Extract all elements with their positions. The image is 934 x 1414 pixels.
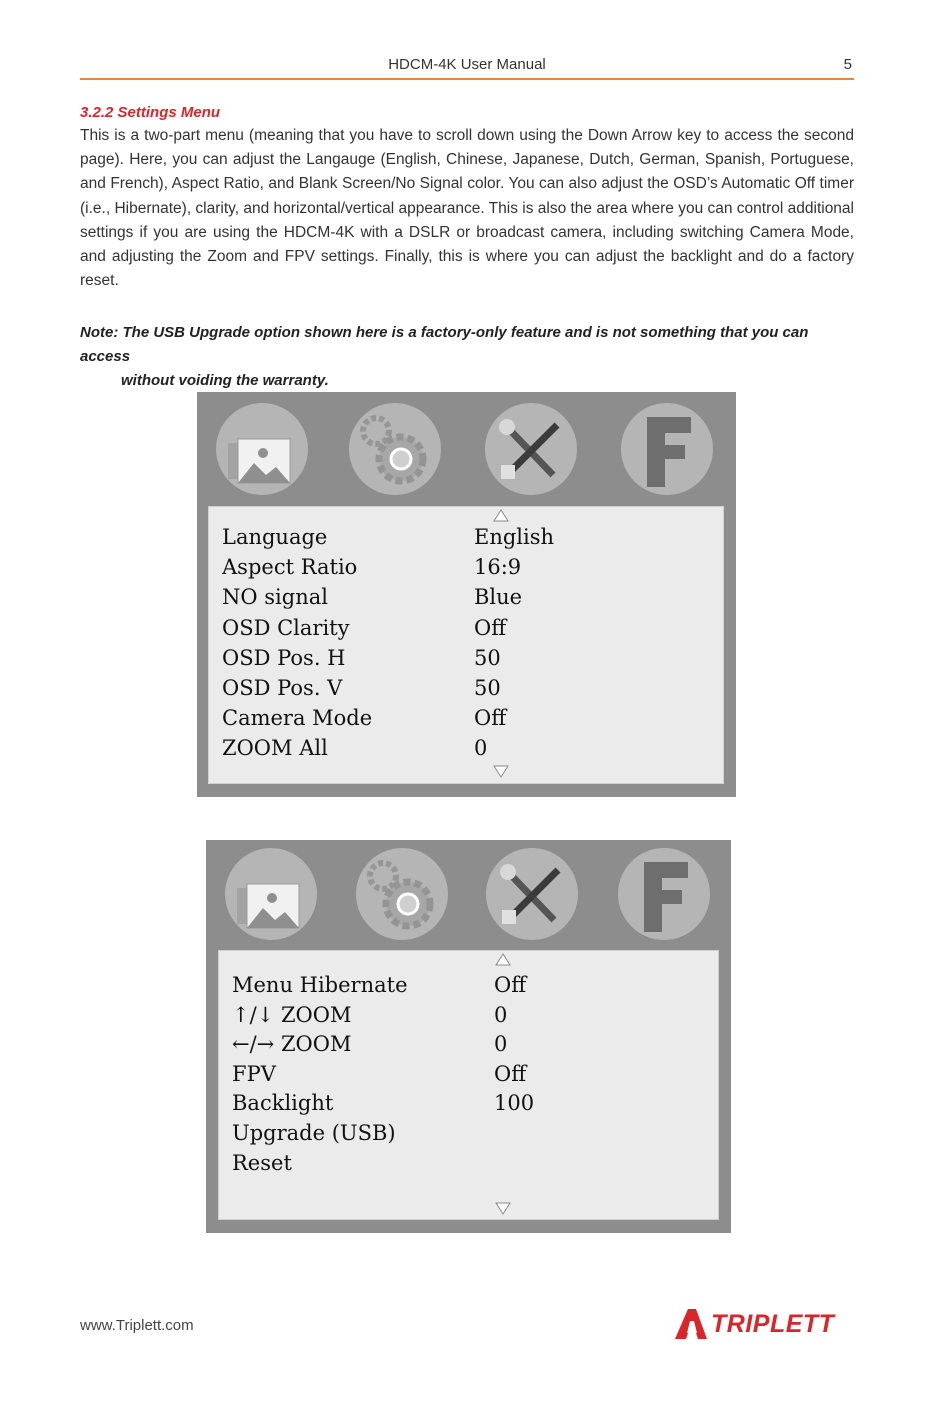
menu-row-label: ZOOM All bbox=[222, 736, 328, 761]
menu-row-value: 16:9 bbox=[474, 555, 522, 580]
menu-row-label: Reset bbox=[232, 1150, 292, 1175]
menu-row-value: 50 bbox=[474, 645, 501, 670]
menu-row-value: 100 bbox=[494, 1091, 535, 1116]
note-line-2: without voiding the warranty. bbox=[121, 372, 329, 389]
menu-row-label: NO signal bbox=[222, 585, 328, 610]
menu-row-label: ←/→ ZOOM bbox=[232, 1032, 352, 1057]
scroll-down-arrow-icon[interactable] bbox=[493, 765, 509, 778]
osd-menu-page-2 bbox=[206, 840, 731, 1233]
menu-row-label: Camera Mode bbox=[222, 706, 373, 731]
menu-row-value: Off bbox=[474, 615, 507, 640]
menu-row-label: Upgrade (USB) bbox=[232, 1121, 396, 1145]
menu-row-value: Blue bbox=[474, 585, 523, 610]
menu-row-label: OSD Pos. V bbox=[222, 676, 343, 700]
warranty-note bbox=[80, 321, 854, 393]
settings-gears-icon bbox=[349, 403, 441, 495]
header-rule bbox=[80, 78, 854, 80]
factory-f-icon bbox=[618, 848, 710, 940]
menu-row-value: Off bbox=[494, 973, 527, 997]
settings-panel bbox=[208, 506, 724, 784]
menu-row-label: Aspect Ratio bbox=[222, 555, 358, 580]
menu-row-label: ↑/↓ ZOOM bbox=[232, 1002, 352, 1027]
menu-row-label: FPV bbox=[232, 1061, 276, 1086]
section-body: This is a two-part menu (meaning that you have to scroll down using the Down Arrow key to access the second page). Here, you can adjust the Langauge (English, Chinese, Japanese, Dutch, German, Spanish, Portuguese, and French), Aspect Ratio, and Blank Screen/No Signal color. You can also adjust the OSD’s Automatic Off timer (i.e., Hibernate), clarity, and horizontal/vertical appearance. This is also the area where you can control additional settings if you are using the HDCM-4K with a DSLR or broadcast camera, including switching Camera Mode, and adjusting the Zoom and FPV settings. Finally, this is where you can adjust the backlight and do a factory reset. bbox=[80, 127, 854, 290]
menu-row-value: Off bbox=[474, 706, 507, 731]
picture-icon bbox=[216, 403, 308, 495]
scroll-up-arrow-icon[interactable] bbox=[495, 953, 511, 966]
scroll-down-arrow-icon[interactable] bbox=[495, 1202, 511, 1215]
settings-panel bbox=[218, 950, 719, 1220]
menu-row-value: 0 bbox=[474, 736, 488, 761]
note-line-1: Note: The USB Upgrade option shown here is a factory-only feature and is not something that you can access bbox=[80, 324, 809, 365]
settings-gears-icon bbox=[356, 848, 448, 940]
picture-icon bbox=[225, 848, 317, 940]
menu-row-value: 50 bbox=[474, 676, 501, 700]
menu-row-value: Off bbox=[494, 1061, 527, 1086]
menu-row-label: Backlight bbox=[232, 1091, 334, 1116]
menu-row-label: Menu Hibernate bbox=[232, 973, 408, 997]
triplett-logo-mark-icon bbox=[674, 1307, 708, 1341]
triplett-logo bbox=[674, 1307, 854, 1341]
header-title: HDCM-4K User Manual bbox=[388, 56, 546, 73]
page-number: 5 bbox=[843, 56, 852, 73]
menu-row-value: 0 bbox=[494, 1002, 508, 1027]
menu-row-label: Language bbox=[222, 525, 328, 549]
tools-icon bbox=[485, 403, 577, 495]
scroll-up-arrow-icon[interactable] bbox=[493, 509, 509, 522]
factory-f-icon bbox=[621, 403, 713, 495]
tools-icon bbox=[486, 848, 578, 940]
brand-name: TRIPLETT bbox=[711, 1310, 835, 1338]
menu-row-label: OSD Clarity bbox=[222, 615, 350, 640]
osd-menu-page-1 bbox=[197, 392, 736, 797]
menu-row-value: English bbox=[474, 525, 555, 549]
footer-url[interactable]: www.Triplett.com bbox=[80, 1317, 194, 1334]
menu-row-label: OSD Pos. H bbox=[222, 645, 346, 670]
section-heading: 3.2.2 Settings Menu bbox=[80, 104, 221, 121]
menu-row-value: 0 bbox=[494, 1032, 508, 1057]
